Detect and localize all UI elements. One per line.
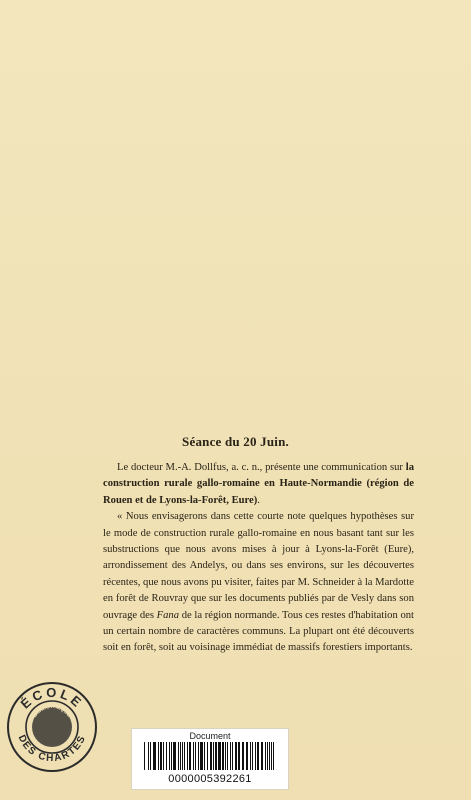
fana-title: Fana xyxy=(156,609,180,621)
session-heading: Séance du 20 Juin. xyxy=(182,434,289,449)
paragraph-end: . xyxy=(257,494,260,506)
library-stamp-seal xyxy=(5,680,99,774)
library-stamp xyxy=(5,680,99,774)
quote-part-2: de la région normande. Tous ces restes d'habitation ont un certain nombre de caractères communs. La plupart ont été découverts soit en forêt, soit au voisinage immédiat de massifs forestiers importants. xyxy=(103,609,414,654)
barcode-image xyxy=(142,742,278,770)
barcode-label xyxy=(131,728,289,790)
paragraph-intro: Le docteur M.-A. Dollfus, a. c. n., présente une communication sur xyxy=(117,462,406,473)
communication-title: la construction rurale gallo-romaine en Haute-Normandie (région de Rouen et de Lyons-la-Forêt, Eure) xyxy=(103,462,414,506)
paragraph-quote xyxy=(103,509,414,657)
paragraph-communication xyxy=(103,460,414,509)
quote-part-1: « Nous envisagerons dans cette courte note quelques hypothèses sur le mode de construction rurale gallo-romaine en nous basant tant sur les substructions que nous avons mises à jour à Lyons-la-Forêt (Eure), arrondissement des Andelys, ou dans ses environs, sur les découvertes récentes, que nous avons pu visiter, faites par M. Schneider à la Mardotte en forêt de Rouvray que sur les documents publiés par de Vesly dans son ouvrage des xyxy=(103,511,414,621)
barcode-title: Document xyxy=(189,731,231,741)
svg-text:DES CHARTES: DES CHARTES xyxy=(15,733,89,765)
svg-text:ÉCOLE: ÉCOLE xyxy=(17,684,87,712)
barcode-number: 0000005392261 xyxy=(168,773,252,785)
body-text xyxy=(103,460,414,657)
svg-text:BIBLIOTHÈQUE: BIBLIOTHÈQUE xyxy=(32,703,72,719)
